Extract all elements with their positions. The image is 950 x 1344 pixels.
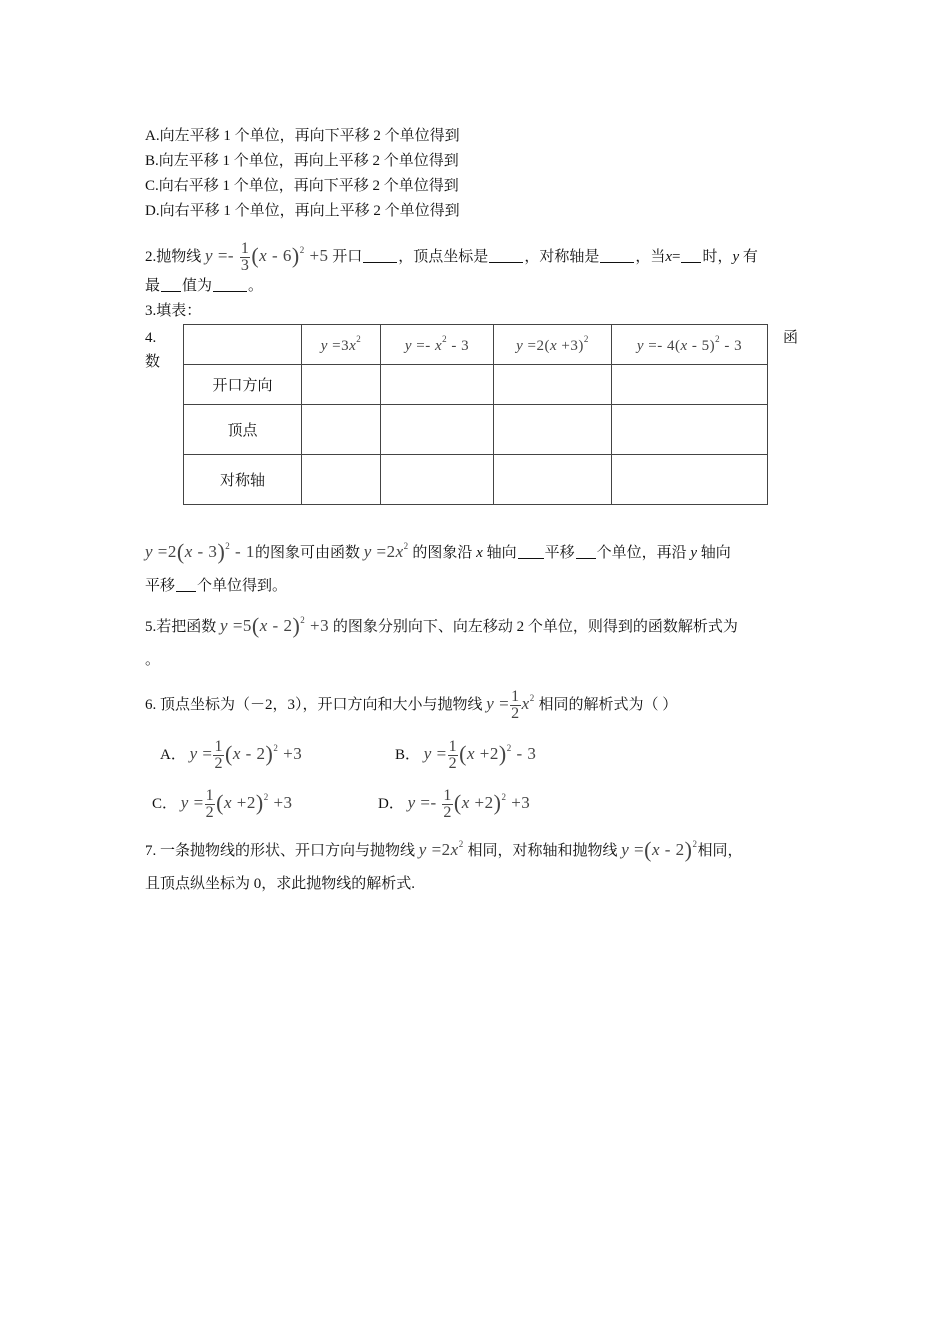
table-cell[interactable] bbox=[381, 455, 494, 505]
question-4-number-cont: 数 bbox=[145, 354, 161, 370]
table-cell[interactable] bbox=[494, 405, 612, 455]
answer-blank[interactable] bbox=[176, 577, 196, 592]
question-2: 2.抛物线 y =- $\frac{1}{3}$ (x - 6)$^2$ +5 开口 ，顶点坐标是 ，对称轴是 ，当x= 时，y 有 bbox=[145, 239, 758, 274]
q6-option-a[interactable]: A． y = $\frac{1}{2}$ (x - 2)$^2$ +3 bbox=[160, 737, 303, 772]
q6-option-d[interactable]: D． y =- $\frac{1}{2}$ $(x +2)^2 +3$ bbox=[378, 786, 531, 821]
question-4: y =2(x - 3)$^2$ - 1的图象可由函数 $y =2x^2$ 的图象沿 x 轴向 平移 个单位，再沿 y 轴向 bbox=[145, 539, 731, 564]
question-3-label: 3.填表： bbox=[145, 303, 202, 319]
row-label: 开口方向 bbox=[184, 365, 302, 405]
q6-stem-formula: y = $\frac{1}{2}$ $x^2$ bbox=[486, 687, 535, 722]
table-cell[interactable] bbox=[302, 365, 381, 405]
table-cell[interactable] bbox=[494, 455, 612, 505]
table-cell[interactable] bbox=[302, 455, 381, 505]
table-header: $y =- x^2 - 3$ bbox=[381, 325, 494, 365]
option-a: A.向左平移 1 个单位，再向下平移 2 个单位得到 bbox=[145, 128, 460, 144]
answer-blank[interactable] bbox=[213, 277, 247, 292]
row-label: 对称轴 bbox=[184, 455, 302, 505]
q5-formula: y =5(x - 2)$^2$ +3 bbox=[220, 613, 330, 638]
question-4-right-char: 函 bbox=[783, 330, 799, 346]
answer-blank[interactable] bbox=[489, 248, 523, 263]
question-7: 7. 一条抛物线的形状、开口方向与抛物线 $y =2x^2$ 相同，对称轴和抛物线 y =(x - 2)$^2$相同， bbox=[145, 837, 743, 862]
question-5: 5.若把函数 y =5(x - 2)$^2$ +3 的图象分别向下、向左移动 2 个单位，则得到的函数解析式为 bbox=[145, 613, 738, 638]
answer-blank[interactable] bbox=[576, 544, 596, 559]
table-header: y =- 4(x - 5)$^2$ - 3 bbox=[612, 325, 768, 365]
fill-table bbox=[183, 324, 768, 505]
q2-formula: y =- $\frac{1}{3}$ (x - 6)$^2$ +5 bbox=[205, 239, 329, 274]
answer-blank[interactable] bbox=[161, 277, 181, 292]
q6-option-c[interactable]: C． y = $\frac{1}{2}$ $(x +2)^2 +3$ bbox=[152, 786, 293, 821]
table-cell[interactable] bbox=[302, 405, 381, 455]
q6-option-b[interactable]: B． y = $\frac{1}{2}$ $(x +2)^2 - 3$ bbox=[395, 737, 537, 772]
table-cell[interactable] bbox=[494, 365, 612, 405]
table-header: $y =3x^2$ bbox=[302, 325, 381, 365]
option-c: C.向右平移 1 个单位，再向下平移 2 个单位得到 bbox=[145, 178, 459, 194]
q7-formula-2: y =(x - 2)$^2$ bbox=[621, 837, 698, 862]
question-7-line2: 且顶点纵坐标为 0，求此抛物线的解析式. bbox=[145, 876, 416, 892]
row-label: 顶点 bbox=[184, 405, 302, 455]
table-cell[interactable] bbox=[612, 405, 768, 455]
table-cell[interactable] bbox=[612, 365, 768, 405]
question-2-line2: 最 值为 。 bbox=[145, 278, 264, 294]
q4-formula-1: y =2(x - 3)$^2$ - 1 bbox=[145, 539, 255, 564]
table-corner bbox=[184, 325, 302, 365]
table-header: $y =2(x +3)^2$ bbox=[494, 325, 612, 365]
option-b: B.向左平移 1 个单位，再向上平移 2 个单位得到 bbox=[145, 153, 459, 169]
table-cell[interactable] bbox=[612, 455, 768, 505]
question-4-line2: 平移 个单位得到。 bbox=[145, 578, 288, 594]
answer-blank[interactable] bbox=[363, 248, 397, 263]
answer-blank[interactable] bbox=[681, 248, 701, 263]
question-5-line2: 。 bbox=[145, 652, 161, 668]
table-cell[interactable] bbox=[381, 365, 494, 405]
q4-formula-2: $y =2x^2$ bbox=[363, 541, 409, 561]
q7-formula-1: $y =2x^2$ bbox=[418, 839, 464, 859]
question-6: 6. 顶点坐标为（－2，3），开口方向和大小与抛物线 y = $\frac{1}{2}$ $x^2$ 相同的解析式为（ ） bbox=[145, 687, 678, 722]
table-cell[interactable] bbox=[381, 405, 494, 455]
answer-blank[interactable] bbox=[600, 248, 634, 263]
option-d: D.向右平移 1 个单位，再向上平移 2 个单位得到 bbox=[145, 203, 460, 219]
answer-blank[interactable] bbox=[518, 544, 544, 559]
question-4-number: 4. bbox=[145, 330, 157, 346]
